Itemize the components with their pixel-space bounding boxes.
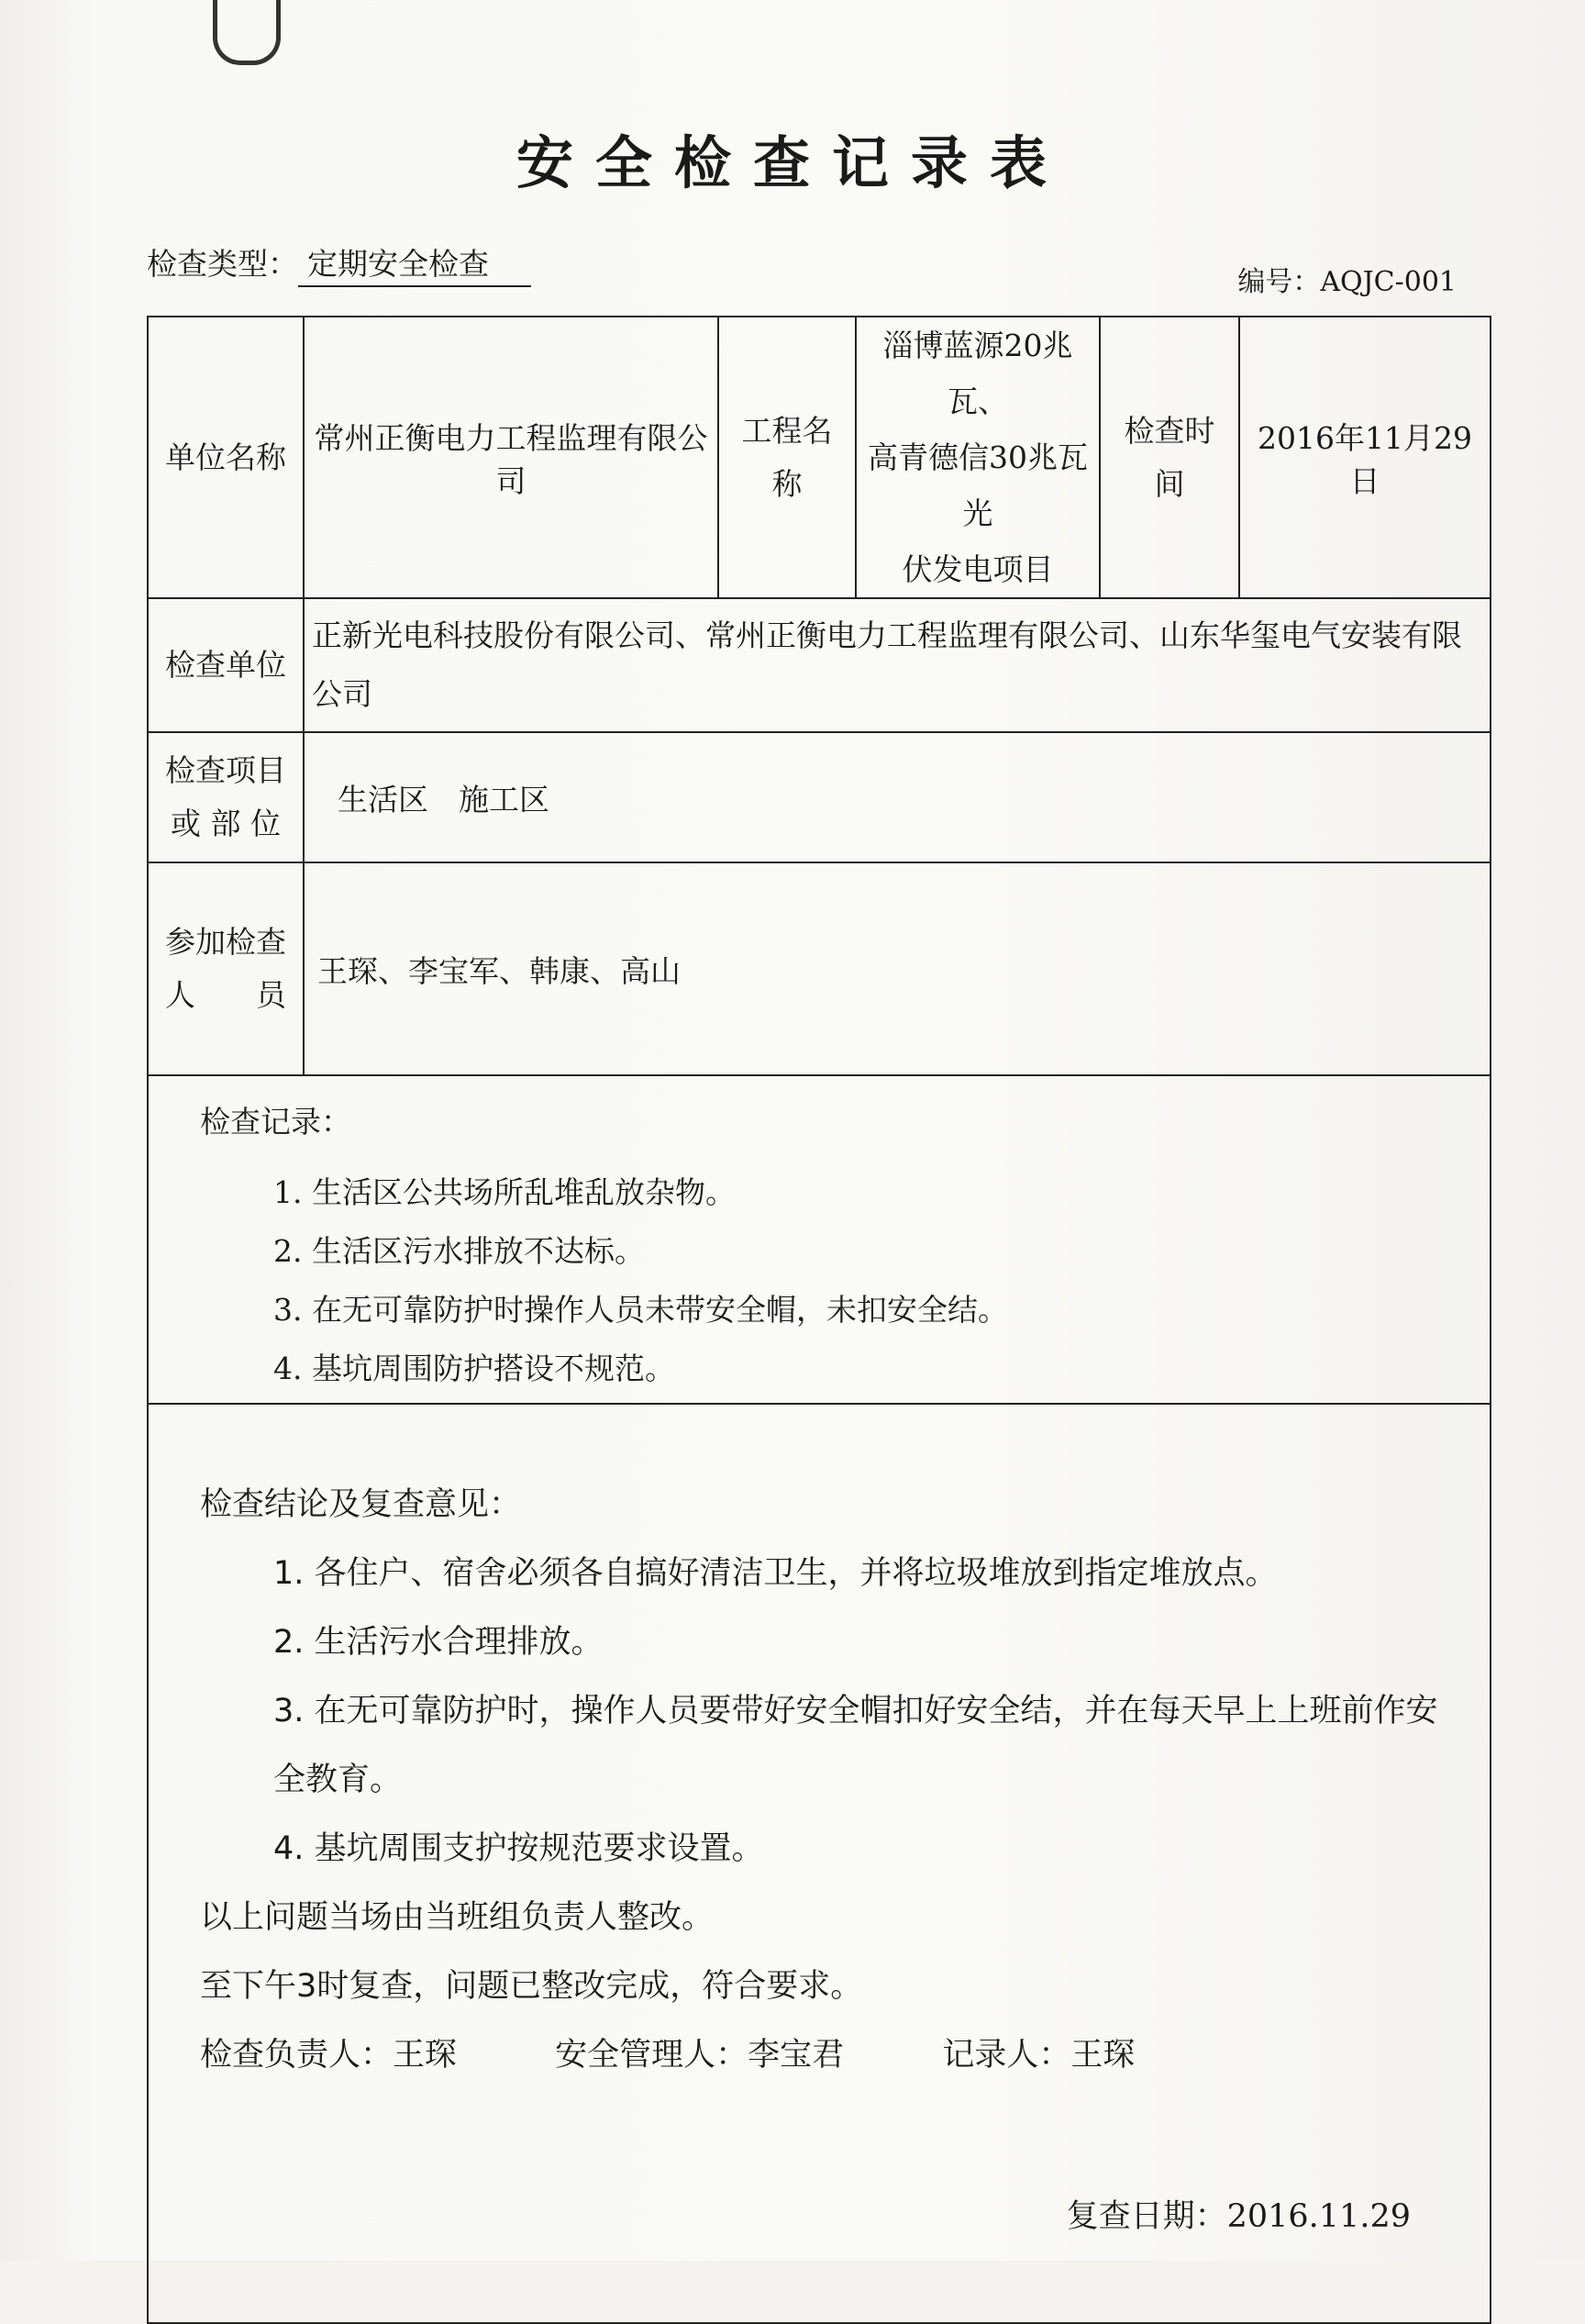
- record-item: 1. 生活区公共场所乱堆乱放杂物。: [273, 1174, 736, 1211]
- inspection-form-table: [147, 316, 1491, 2324]
- records-label: 检查记录：: [200, 1104, 351, 1140]
- inspecting-units-label: 检查单位: [148, 598, 304, 732]
- project-name-line: 伏发电项目: [902, 551, 1054, 588]
- safety-manager: 安全管理人：李宝君: [555, 2037, 845, 2074]
- row-participants: [148, 862, 1491, 1075]
- inspection-records: [148, 1075, 1491, 1404]
- inspection-type-label: 检查类型：: [147, 246, 298, 282]
- record-item: 2. 生活区污水排放不达标。: [273, 1233, 645, 1270]
- conclusion-item: 3. 在无可靠防护时，操作人员要带好安全帽扣好安全结，并在每天早上上班前作安全教育。: [273, 1693, 1438, 1799]
- document-title: 安全检查记录表: [515, 129, 1069, 196]
- inspection-time-value: 2016年11月29日: [1239, 317, 1491, 598]
- project-name-value: [856, 317, 1100, 598]
- row-records: [148, 1075, 1491, 1404]
- review-date: 复查日期：2016.11.29: [1066, 2198, 1411, 2236]
- signatures-row: [172, 2021, 1457, 2090]
- unit-name-value: 常州正衡电力工程监理有限公司: [304, 317, 718, 598]
- row-conclusions: [148, 1404, 1491, 2323]
- participants-label-line: 人 员: [165, 977, 286, 1014]
- participants-label-line: 参加检查: [165, 924, 286, 961]
- conclusions-label: 检查结论及复查意见：: [200, 1486, 522, 1524]
- inspecting-units-value: 正新光电科技股份有限公司、常州正衡电力工程监理有限公司、山东华玺电气安装有限公司: [304, 598, 1491, 732]
- participants-label: [148, 862, 304, 1075]
- conclusion-item: 4. 基坑周围支护按规范要求设置。: [273, 1830, 764, 1868]
- items-value: 生活区 施工区: [304, 732, 1491, 862]
- recheck-note: 至下午3时复查，问题已整改完成，符合要求。: [200, 1968, 863, 2006]
- recorder: 记录人：王琛: [942, 2037, 1136, 2074]
- row-items: [148, 732, 1491, 862]
- conclusion-item: 2. 生活污水合理排放。: [273, 1624, 604, 1662]
- inspection-time-label: 检查时间: [1100, 317, 1239, 598]
- conclusions-section: [148, 1404, 1491, 2323]
- rectification-note: 以上问题当场由当班组负责人整改。: [200, 1899, 715, 1937]
- record-item: 4. 基坑周围防护搭设不规范。: [273, 1351, 675, 1387]
- document-number: 编号：AQJC-001: [1237, 266, 1457, 298]
- row-unit-project: [148, 317, 1491, 598]
- items-label-line: 或 部 位: [171, 806, 281, 842]
- unit-name-label: 单位名称: [148, 317, 304, 598]
- items-label: [148, 732, 304, 862]
- project-name-line: 淄博蓝源20兆瓦、: [882, 328, 1073, 420]
- paper-clip: [213, 0, 281, 65]
- project-name-label: 工程名称: [718, 317, 856, 598]
- items-label-line: 检查项目: [165, 752, 286, 789]
- project-name-line: 高青德信30兆瓦光: [868, 439, 1088, 532]
- inspection-type-value: 定期安全检查: [298, 240, 531, 287]
- row-inspecting-units: [148, 598, 1491, 732]
- conclusion-item: 1. 各住户、宿舍必须各自搞好清洁卫生，并将垃圾堆放到指定堆放点。: [273, 1555, 1278, 1593]
- inspection-type: [147, 240, 531, 287]
- record-item: 3. 在无可靠防护时操作人员未带安全帽，未扣安全结。: [273, 1292, 1008, 1329]
- inspection-chief: 检查负责人：王琛: [200, 2037, 458, 2074]
- participants-value: 王琛、李宝军、韩康、高山: [304, 862, 1491, 1075]
